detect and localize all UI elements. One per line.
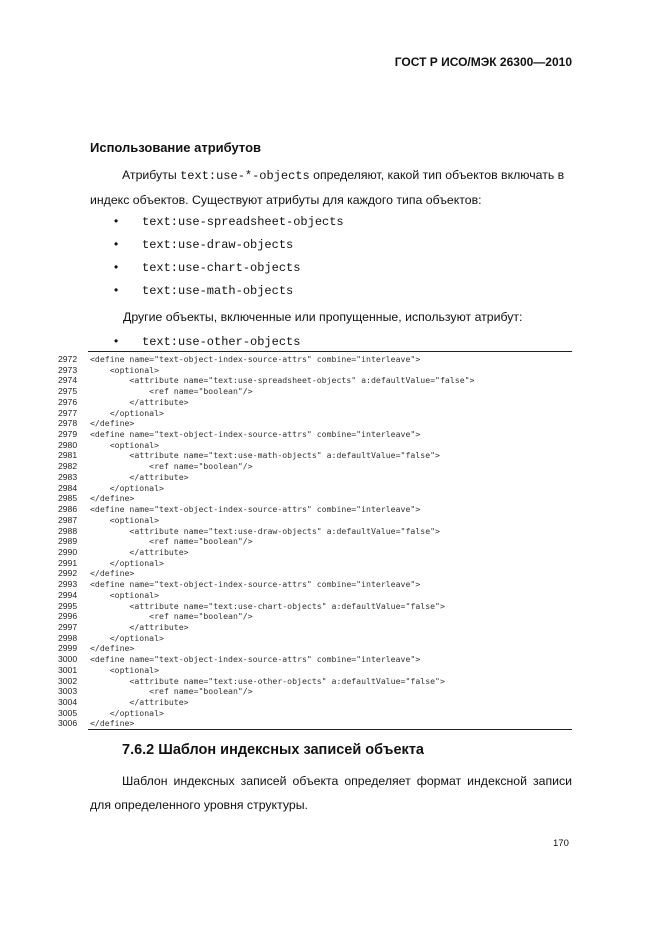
- code-line-number: 2984: [58, 482, 78, 493]
- bullet-icon: •: [114, 214, 119, 228]
- section-7-6-2-paragraph: [90, 769, 572, 817]
- intro-paragraph: [90, 163, 572, 212]
- bullet-icon: •: [114, 283, 119, 297]
- code-line: [58, 579, 572, 590]
- code-line: [58, 483, 572, 494]
- code-line-number: 3001: [58, 664, 78, 675]
- code-line-text: <attribute name="text:use-spreadsheet-objects" a:defaultValue="false">: [90, 375, 475, 386]
- code-line-text: </attribute>: [90, 621, 189, 632]
- code-line-number: 2977: [58, 407, 78, 418]
- section-7-6-2-line-2: для определенного уровня структуры.: [90, 798, 308, 812]
- list-item: [114, 256, 344, 279]
- code-line: [58, 440, 572, 451]
- code-line-number: 2974: [58, 375, 78, 386]
- code-line-text: <optional>: [90, 514, 160, 525]
- section-heading-attributes: Использование атрибутов: [90, 140, 262, 155]
- list-item-text: text:use-spreadsheet-objects: [142, 215, 344, 229]
- code-line-number: 2975: [58, 386, 78, 397]
- code-line-text: <ref name="boolean"/>: [90, 611, 253, 622]
- code-bottom-rule: [88, 729, 572, 730]
- code-line-number: 2999: [58, 643, 78, 654]
- code-line-number: 3000: [58, 654, 78, 665]
- list-item-text: text:use-chart-objects: [142, 261, 301, 275]
- code-line: [58, 622, 572, 633]
- code-line-text: <optional>: [90, 589, 160, 600]
- code-line: [58, 697, 572, 708]
- list-item: [114, 210, 344, 233]
- code-line: [58, 515, 572, 526]
- code-line: [58, 676, 572, 687]
- code-line-number: 3002: [58, 675, 78, 686]
- code-line: [58, 375, 572, 386]
- code-line: [58, 611, 572, 622]
- code-line-text: <attribute name="text:use-chart-objects" a:defaultValue="false">: [90, 600, 445, 611]
- code-line-text: <define name="text-object-index-source-attrs" combine="interleave">: [90, 504, 421, 515]
- code-line-text: <define name="text-object-index-source-attrs" combine="interleave">: [90, 654, 421, 665]
- list-item: [114, 233, 344, 256]
- code-line-text: </optional>: [90, 632, 164, 643]
- list-item-text: text:use-math-objects: [142, 284, 294, 298]
- intro-line-1: [90, 163, 572, 188]
- code-line-text: <attribute name="text:use-math-objects" a:defaultValue="false">: [90, 450, 440, 461]
- code-line: [58, 408, 572, 419]
- code-line-number: 2976: [58, 396, 78, 407]
- code-line-text: </optional>: [90, 482, 164, 493]
- code-line-text: </attribute>: [90, 471, 189, 482]
- code-line-number: 2997: [58, 621, 78, 632]
- attribute-bullet-list: [114, 210, 344, 302]
- document-standard-header: ГОСТ Р ИСО/МЭК 26300—2010: [394, 55, 572, 69]
- code-line: [58, 718, 572, 729]
- code-line-number: 2986: [58, 504, 78, 515]
- code-line: [58, 386, 572, 397]
- code-line-number: 2978: [58, 418, 78, 429]
- intro-line-2: индекс объектов. Существуют атрибуты для каждого типа объектов:: [90, 193, 482, 207]
- code-line-text: </define>: [90, 718, 135, 729]
- bullet-icon: •: [114, 260, 119, 274]
- code-line: [58, 536, 572, 547]
- code-line-number: 3004: [58, 697, 78, 707]
- code-line-text: <attribute name="text:use-draw-objects" a:defaultValue="false">: [90, 525, 440, 536]
- code-line: [58, 504, 572, 515]
- code-line-number: 2996: [58, 611, 78, 622]
- code-line-number: 2995: [58, 600, 78, 611]
- code-line-text: <define name="text-object-index-source-attrs" combine="interleave">: [90, 354, 421, 364]
- code-line-number: 2985: [58, 493, 78, 504]
- section-heading-7-6-2: 7.6.2 Шаблон индексных записей объекта: [122, 742, 424, 758]
- code-line-text: <ref name="boolean"/>: [90, 536, 253, 547]
- other-objects-code: text:use-other-objects: [142, 335, 301, 349]
- code-line: [58, 365, 572, 376]
- code-line: [58, 354, 572, 365]
- code-line-text: <attribute name="text:use-other-objects" a:defaultValue="false">: [90, 675, 445, 686]
- intro-suffix: определяют, какой тип объектов включать в: [309, 168, 565, 182]
- code-line-number: 2998: [58, 632, 78, 643]
- code-line-text: <define name="text-object-index-source-attrs" combine="interleave">: [90, 429, 421, 440]
- code-line-text: <define name="text-object-index-source-attrs" combine="interleave">: [90, 579, 421, 590]
- code-line-number: 3003: [58, 686, 78, 697]
- code-line-number: 2982: [58, 461, 78, 472]
- list-item-text: text:use-draw-objects: [142, 238, 294, 252]
- code-line-number: 2991: [58, 557, 78, 568]
- code-line-text: <ref name="boolean"/>: [90, 686, 253, 697]
- code-line-number: 3005: [58, 707, 78, 718]
- code-line: [58, 450, 572, 461]
- code-line: [58, 568, 572, 579]
- code-line-number: 2992: [58, 568, 78, 579]
- code-line-number: 2993: [58, 579, 78, 590]
- section-7-6-2-line-1: Шаблон индексных записей объекта определяет формат индексной записи: [122, 774, 572, 788]
- code-line: [58, 633, 572, 644]
- code-line-number: 2973: [58, 364, 78, 375]
- code-lines: [58, 354, 572, 729]
- code-line: [58, 654, 572, 665]
- code-top-rule: [88, 351, 572, 352]
- code-line: [58, 558, 572, 569]
- code-line: [58, 472, 572, 483]
- code-line-text: </define>: [90, 643, 135, 654]
- code-line: [58, 547, 572, 558]
- code-line: [58, 461, 572, 472]
- code-line-number: 2981: [58, 450, 78, 461]
- code-line-text: <optional>: [90, 364, 160, 375]
- code-line: [58, 493, 572, 504]
- code-line-text: <ref name="boolean"/>: [90, 386, 253, 397]
- code-line-text: <ref name="boolean"/>: [90, 461, 253, 472]
- code-line-text: <optional>: [90, 439, 160, 450]
- code-line-number: 2990: [58, 546, 78, 557]
- code-line: [58, 686, 572, 697]
- code-line-text: </define>: [90, 418, 135, 429]
- code-line-text: </optional>: [90, 707, 164, 718]
- list-item: [114, 279, 344, 302]
- code-line: [58, 429, 572, 440]
- code-line-number: 3006: [58, 718, 78, 729]
- bullet-icon: •: [114, 237, 119, 251]
- code-line-number: 2979: [58, 429, 78, 440]
- intro-code: text:use-*-objects: [180, 169, 310, 183]
- code-line-text: </define>: [90, 493, 135, 504]
- code-line-number: 2980: [58, 439, 78, 450]
- code-line-number: 2987: [58, 514, 78, 525]
- code-listing: [58, 351, 572, 730]
- code-line: [58, 708, 572, 719]
- code-line: [58, 601, 572, 612]
- code-line: [58, 397, 572, 408]
- code-line: [58, 418, 572, 429]
- other-objects-text: Другие объекты, включенные или пропущенные, используют атрибут:: [123, 310, 523, 324]
- code-line-number: 2989: [58, 536, 78, 547]
- code-line: [58, 643, 572, 654]
- code-line: [58, 526, 572, 537]
- code-line-text: </define>: [90, 568, 135, 579]
- code-line-number: 2994: [58, 589, 78, 600]
- code-line-text: </optional>: [90, 557, 164, 568]
- code-line: [58, 665, 572, 676]
- code-line-text: </attribute>: [90, 396, 189, 407]
- code-line-text: </optional>: [90, 407, 164, 418]
- code-line-text: <optional>: [90, 664, 160, 675]
- code-line: [58, 590, 572, 601]
- bullet-icon: •: [114, 334, 119, 348]
- code-line-number: 2983: [58, 471, 78, 482]
- intro-prefix: Атрибуты: [122, 168, 181, 182]
- code-line-text: </attribute>: [90, 546, 189, 557]
- code-line-number: 2988: [58, 525, 78, 536]
- code-line-text: </attribute>: [90, 697, 189, 707]
- page-number: 170: [553, 838, 569, 849]
- code-line-number: 2972: [58, 354, 78, 364]
